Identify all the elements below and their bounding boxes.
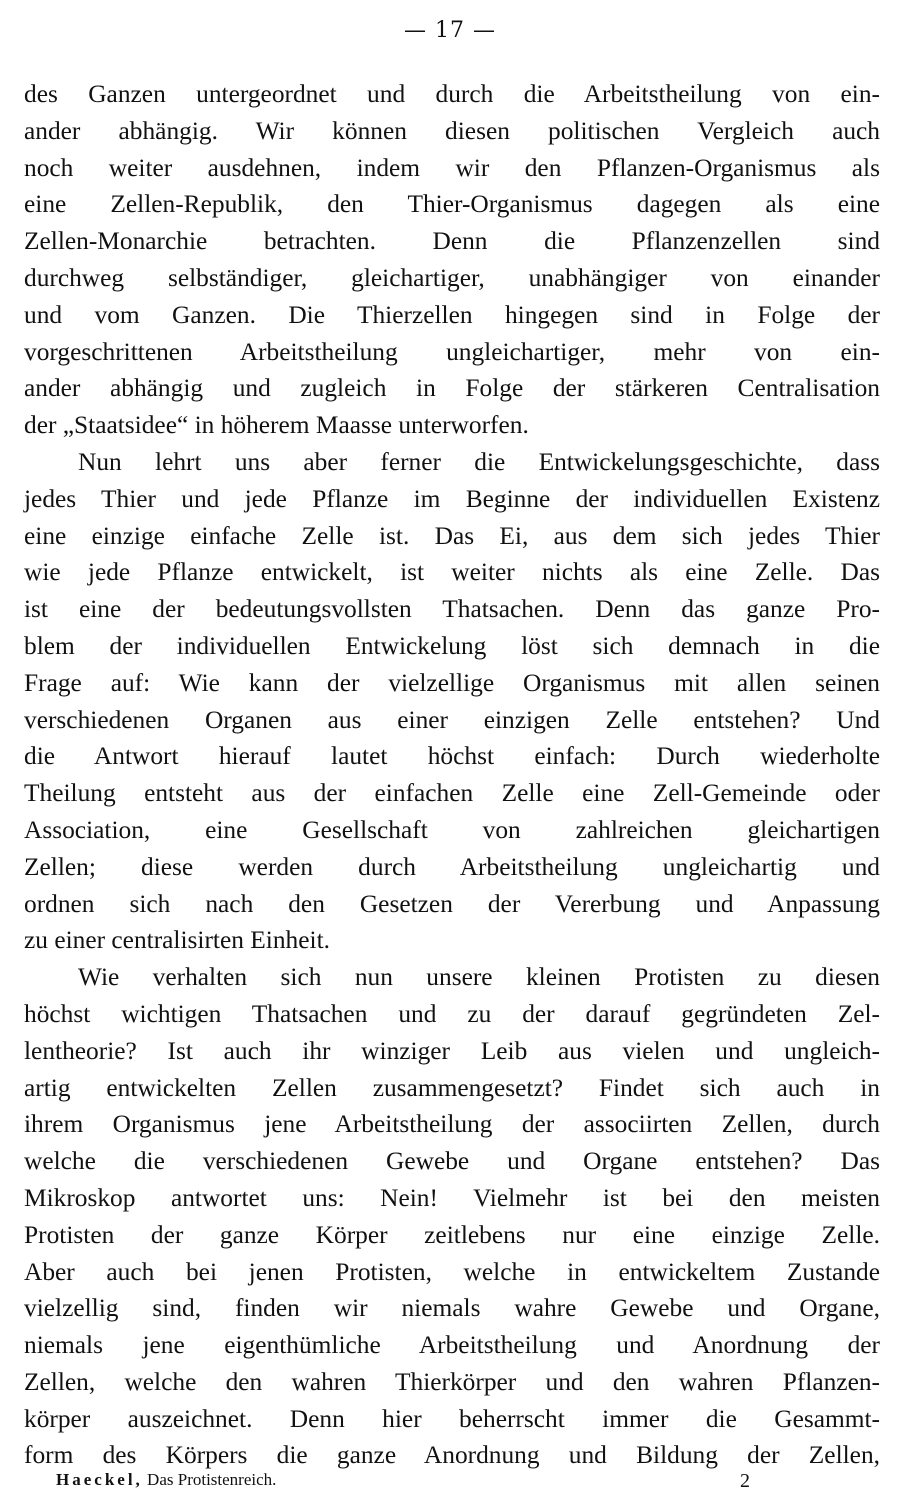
page-number: — 17 — [404, 18, 496, 43]
text-line: verschiedenen Organen aus einer einzigen Zelle entstehen? Und [24, 705, 880, 734]
text-line: noch weiter ausdehnen, indem wir den Pflanzen-Organismus als [24, 153, 880, 182]
text-line: Protisten der ganze Körper zeitlebens nur eine einzige Zelle. [24, 1220, 880, 1249]
text-line: zu einer centralisirten Einheit. [24, 926, 330, 955]
text-line: Wie verhalten sich nun unsere kleinen Protisten zu diesen [78, 963, 880, 992]
text-line: Aber auch bei jenen Protisten, welche in entwickeltem Zustande [24, 1257, 880, 1286]
text-line: höchst wichtigen Thatsachen und zu der darauf gegründeten Zel- [24, 999, 880, 1028]
text-line: wie jede Pflanze entwickelt, ist weiter nichts als eine Zelle. Das [24, 558, 880, 587]
text-line: Nun lehrt uns aber ferner die Entwickelungsgeschichte, dass [78, 447, 880, 476]
footer-book-title: Das Protistenreich. [147, 1470, 277, 1489]
text-line: ihrem Organismus jene Arbeitstheilung der associirten Zellen, durch [24, 1110, 880, 1139]
text-line: Zellen, welche den wahren Thierkörper und den wahren Pflanzen- [24, 1367, 880, 1396]
text-line: lentheorie? Ist auch ihr winziger Leib aus vielen und ungleich- [24, 1036, 880, 1065]
text-line: eine Zellen-Republik, den Thier-Organismus dagegen als eine [24, 190, 880, 219]
text-line: ist eine der bedeutungsvollsten Thatsachen. Denn das ganze Pro- [24, 595, 880, 624]
text-line: eine einzige einfache Zelle ist. Das Ei, aus dem sich jedes Thier [24, 521, 880, 550]
text-line: niemals jene eigenthümliche Arbeitstheilung und Anordnung der [24, 1331, 880, 1360]
text-line: vielzellig sind, finden wir niemals wahre Gewebe und Organe, [24, 1294, 880, 1323]
body-text [24, 76, 880, 1474]
text-line: artig entwickelten Zellen zusammengesetzt? Findet sich auch in [24, 1073, 880, 1102]
text-line: jedes Thier und jede Pflanze im Beginne der individuellen Existenz [24, 484, 880, 513]
text-line: Zellen; diese werden durch Arbeitstheilung ungleichartig und [24, 852, 880, 881]
text-line: der „Staatsidee“ in höherem Maasse unterworfen. [24, 411, 529, 440]
text-line: körper auszeichnet. Denn hier beherrscht immer die Gesammt- [24, 1404, 880, 1433]
text-line: des Ganzen untergeordnet und durch die Arbeitstheilung von ein- [24, 80, 880, 108]
text-line: vorgeschrittenen Arbeitstheilung ungleichartiger, mehr von ein- [24, 337, 880, 366]
text-line: form des Körpers die ganze Anordnung und Bildung der Zellen, [24, 1441, 880, 1470]
text-line: Theilung entsteht aus der einfachen Zelle eine Zell-Gemeinde oder [24, 779, 880, 808]
text-line: ordnen sich nach den Gesetzen der Vererbung und Anpassung [24, 889, 880, 918]
text-line: Mikroskop antwortet uns: Nein! Vielmehr ist bei den meisten [24, 1183, 880, 1212]
text-line: ander abhängig und zugleich in Folge der stärkeren Centralisation [24, 374, 880, 403]
page-footer [0, 1470, 900, 1494]
text-line: und vom Ganzen. Die Thierzellen hingegen sind in Folge der [24, 300, 880, 329]
text-line: die Antwort hierauf lautet höchst einfach: Durch wiederholte [24, 742, 880, 771]
text-line: Zellen-Monarchie betrachten. Denn die Pflanzenzellen sind [24, 227, 880, 256]
text-line: ander abhängig. Wir können diesen politischen Vergleich auch [24, 116, 880, 145]
text-line: Association, eine Gesellschaft von zahlreichen gleichartigen [24, 815, 880, 844]
text-line: blem der individuellen Entwickelung löst sich demnach in die [24, 631, 880, 660]
signature-mark: 2 [740, 1470, 750, 1492]
text-line: durchweg selbständiger, gleichartiger, unabhängiger von einander [24, 263, 880, 292]
text-line: welche die verschiedenen Gewebe und Organe entstehen? Das [24, 1147, 880, 1176]
text-line: Frage auf: Wie kann der vielzellige Organismus mit allen seinen [24, 668, 880, 697]
footer-citation [56, 1470, 276, 1490]
footer-author: Haeckel, [56, 1470, 143, 1489]
